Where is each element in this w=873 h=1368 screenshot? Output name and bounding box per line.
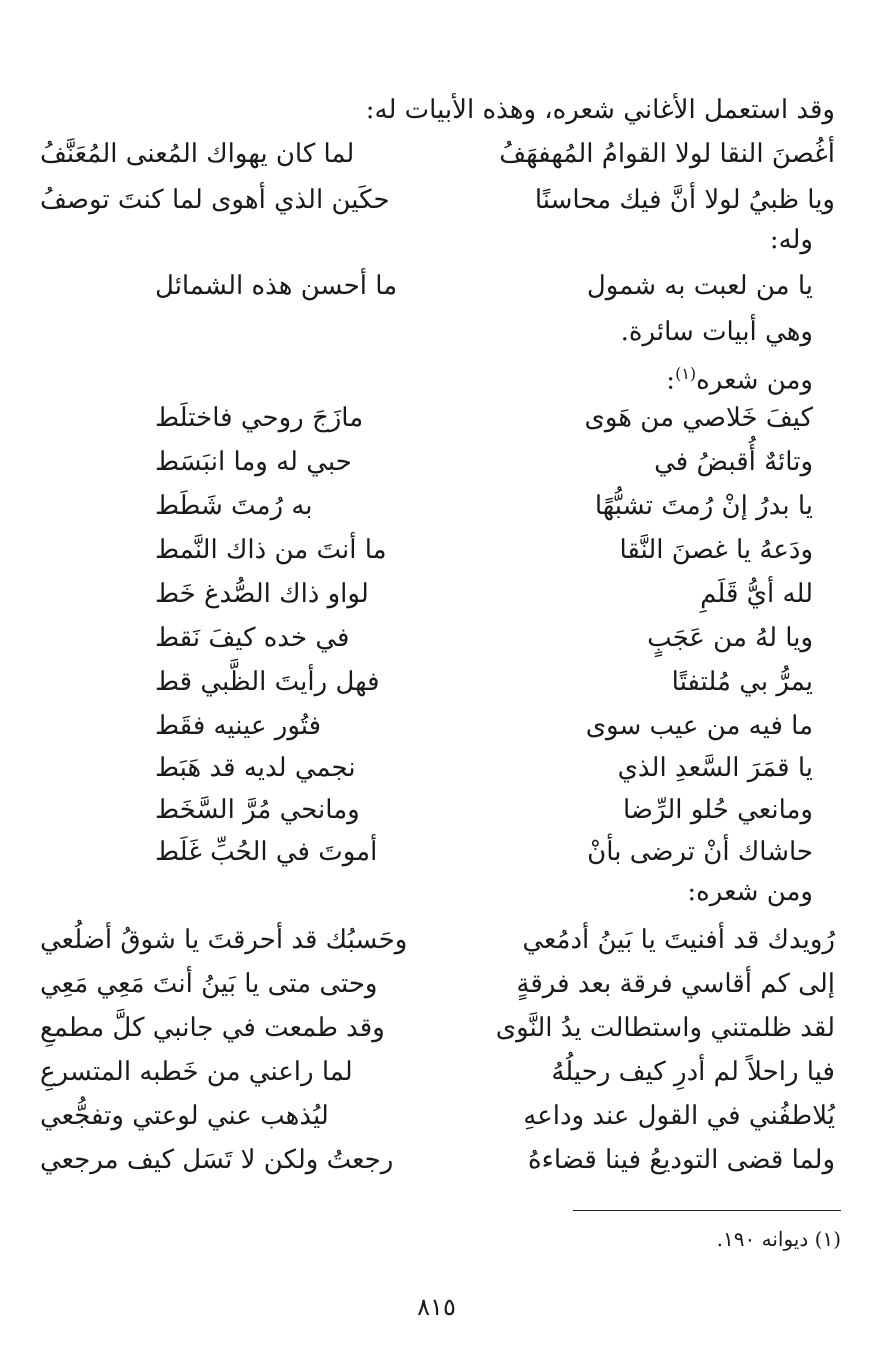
verse-line [40, 1008, 835, 1048]
verse-second-hemistich: ليُذهب عني لوعتي وتفجُّعي [40, 1101, 329, 1131]
section-label-text: ومن شعره [696, 365, 813, 396]
verse-line [40, 1096, 835, 1136]
verse-first-hemistich: وتائهٌ أُقبضُ في [654, 447, 813, 477]
verse-second-hemistich: ما أحسن هذه الشمائل [155, 271, 398, 301]
verse-second-hemistich: به رُمتَ شَطَط [155, 491, 313, 521]
verse-first-hemistich: إلى كم أقاسي فرقة بعد فرقةٍ [516, 969, 835, 999]
verse-second-hemistich: لما كان يهواك المُعنى المُعَنَّفُ [40, 139, 355, 169]
footnote-divider [573, 1210, 841, 1211]
verse-first-hemistich: أغُصنَ النقا لولا القوامُ المُهفهَفُ [499, 139, 835, 169]
footnote: (١) ديوانه ١٩٠. [716, 1227, 841, 1251]
verse-line [40, 748, 835, 788]
verse-line [40, 486, 835, 526]
verse-line [40, 398, 835, 438]
verse-first-hemistich: كيفَ خَلاصي من هَوى [584, 403, 813, 433]
verse-first-hemistich: ومانعي حُلو الرِّضا [623, 795, 813, 825]
verse-first-hemistich: يا من لعبت به شمول [586, 271, 813, 301]
verse-first-hemistich: ويا لهُ من عَجَبٍ [647, 623, 813, 653]
verse-second-hemistich: فهل رأيتَ الظَّبي قط [155, 667, 380, 697]
verse-second-hemistich: في خده كيفَ نَقط [155, 623, 350, 653]
verse-first-hemistich: حاشاك أنْ ترضى بأنْ [587, 837, 813, 867]
verse-line [40, 266, 835, 306]
verse-first-hemistich: رُويدك قد أفنيتَ يا بَينُ أدمُعي [522, 925, 835, 955]
verse-second-hemistich: لواو ذاك الصُّدغ خَط [155, 579, 369, 609]
verse-second-hemistich: ما أنتَ من ذاك النَّمط [155, 535, 387, 565]
verse-second-hemistich: وحَسبُك قد أحرقتَ يا شوقُ أضلُعي [40, 925, 408, 955]
verse-first-hemistich: لقد ظلمتني واستطالت يدُ النَّوى [495, 1013, 835, 1043]
verse-second-hemistich: وقد طمعت في جانبي كلَّ مطمعِ [40, 1013, 385, 1043]
verse-line [40, 790, 835, 830]
verse-second-hemistich: أموتَ في الحُبِّ غَلَط [155, 837, 378, 867]
section-label [666, 356, 813, 399]
verse-line [40, 442, 835, 482]
verse-first-hemistich: ما فيه من عيب سوى [585, 711, 813, 741]
verse-first-hemistich: ودَعهُ يا غصنَ النَّقا [619, 535, 813, 565]
verse-first-hemistich: يُلاطفُني في القول عند وداعهِ [523, 1101, 835, 1131]
verse-second-hemistich: حكَين الذي أهوى لما كنتَ توصفُ [40, 185, 390, 215]
section-label-colon: : [666, 365, 676, 396]
verse-second-hemistich: نجمي لديه قد هَبَط [155, 753, 356, 783]
verse-line [40, 180, 835, 220]
verse-line [40, 1140, 835, 1180]
section-label: ومن شعره: [687, 877, 813, 907]
verse-line [40, 920, 835, 960]
verse-line [40, 530, 835, 570]
verse-first-hemistich: ويا ظبيُ لولا أنَّ فيك محاسنًا [534, 185, 835, 215]
verse-second-hemistich: ومانحي مُرَّ السَّخَط [155, 795, 360, 825]
verse-line [40, 1052, 835, 1092]
verse-second-hemistich: فتُور عينيه فقَط [155, 711, 322, 741]
verse-first-hemistich: يا قمَرَ السَّعدِ الذي [617, 753, 813, 783]
verse-line [40, 134, 835, 174]
verse-first-hemistich: فيا راحلاً لم أدرِ كيف رحيلُهُ [551, 1057, 835, 1087]
verse-line [40, 706, 835, 746]
verse-line [40, 574, 835, 614]
verse-line [40, 964, 835, 1004]
verse-first-hemistich: يا بدرُ إنْ رُمتَ تشبُّهًا [594, 491, 813, 521]
verse-second-hemistich: لما راعني من خَطبه المتسرعِ [40, 1057, 353, 1087]
verse-second-hemistich: وحتى متى يا بَينُ أنتَ مَعِي مَعِي [40, 969, 378, 999]
verse-line [40, 832, 835, 872]
remark-text: وهي أبيات سائرة. [620, 317, 813, 347]
verse-line [40, 618, 835, 658]
verse-first-hemistich: لله أيُّ قَلَمِ [700, 579, 813, 609]
verse-first-hemistich: يمرُّ بي مُلتفتًا [671, 667, 813, 697]
verse-first-hemistich: ولما قضى التوديعُ فينا قضاءهُ [528, 1145, 835, 1175]
verse-second-hemistich: مازَجَ روحي فاختلَط [155, 403, 364, 433]
section-label: وله: [769, 225, 813, 255]
verse-line [40, 662, 835, 702]
intro-paragraph: وقد استعمل الأغاني شعره، وهذه الأبيات له: [365, 95, 835, 125]
footnote-reference: (١) [675, 364, 697, 383]
verse-second-hemistich: حبي له وما انبَسَط [155, 447, 352, 477]
verse-second-hemistich: رجعتُ ولكن لا تَسَل كيف مرجعي [40, 1145, 394, 1175]
page-number: ٨١٥ [417, 1293, 456, 1321]
